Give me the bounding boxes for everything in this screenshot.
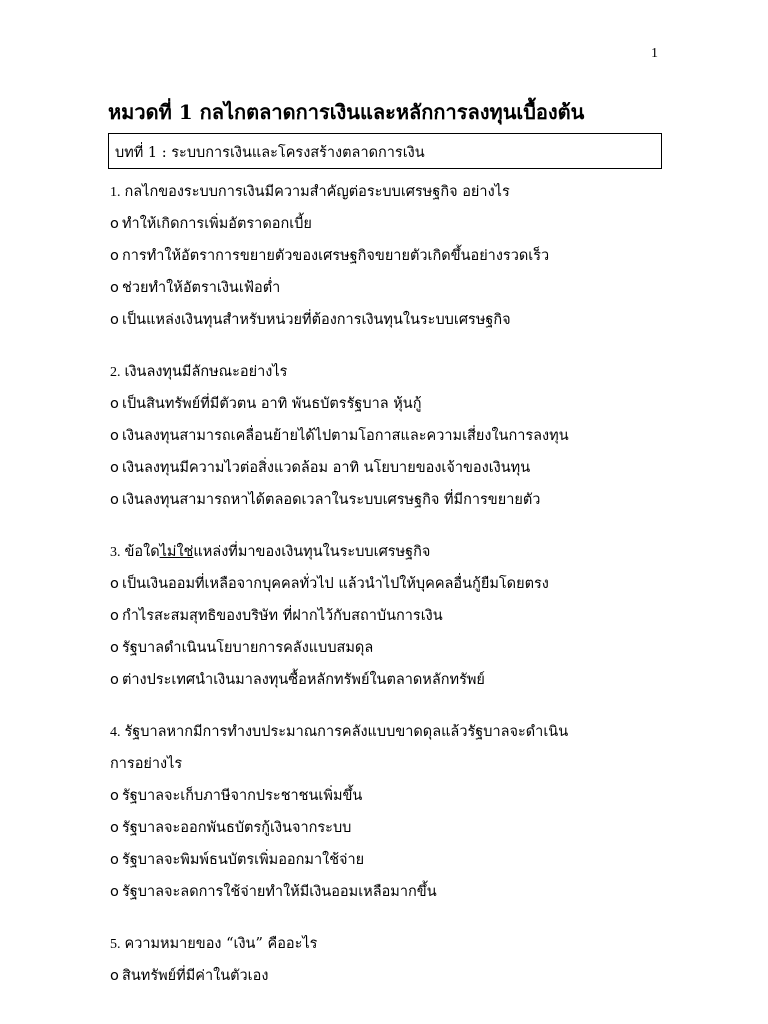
option-text: รัฐบาลจะเก็บภาษีจากประชาชนเพิ่มขึ้น (122, 788, 363, 804)
radio-circle-icon: o (110, 248, 119, 264)
question-number: 2. (110, 365, 121, 380)
option-text: สินทรัพย์ที่มีค่าในตัวเอง (122, 968, 269, 984)
option-text: ทำให้เกิดการเพิ่มอัตราดอกเบี้ย (122, 216, 312, 232)
question-4-option-3[interactable] (110, 844, 670, 876)
question-1-option-4[interactable] (110, 304, 670, 336)
radio-circle-icon: o (110, 852, 119, 868)
option-text: เป็นสินทรัพย์ที่มีตัวตน อาทิ พันธบัตรรัฐบาล หุ้นกู้ (122, 396, 422, 412)
question-number: 3. (110, 545, 121, 560)
question-2 (110, 356, 670, 516)
radio-circle-icon: o (110, 216, 119, 232)
option-text: เงินลงทุนมีความไวต่อสิ่งแวดล้อม อาทิ นโยบายของเจ้าของเงินทุน (122, 460, 531, 476)
question-text: แหล่งที่มาของเงินทุนในระบบเศรษฐกิจ (193, 544, 431, 560)
option-text: รัฐบาลจะออกพันธบัตรกู้เงินจากระบบ (122, 820, 352, 836)
question-3-stem (110, 536, 670, 568)
option-text: เป็นแหล่งเงินทุนสำหรับหน่วยที่ต้องการเงินทุนในระบบเศรษฐกิจ (122, 312, 511, 328)
question-1-stem (110, 176, 670, 208)
radio-circle-icon: o (110, 312, 119, 328)
page-number: 1 (651, 46, 658, 61)
radio-circle-icon: o (110, 788, 119, 804)
question-4-stem-continued (110, 748, 670, 780)
radio-circle-icon: o (110, 576, 119, 592)
question-number: 5. (110, 937, 121, 952)
radio-circle-icon: o (110, 396, 119, 412)
radio-circle-icon: o (110, 492, 119, 508)
option-text: กำไรสะสมสุทธิของบริษัท ที่ฝากไว้กับสถาบันการเงิน (122, 608, 443, 624)
question-text-emphasis: ไม่ใช่ (159, 544, 194, 560)
option-text: เป็นเงินออมที่เหลือจากบุคคลทั่วไป แล้วนำไปให้บุคคลอื่นกู้ยืมโดยตรง (122, 576, 549, 592)
question-3-option-4[interactable] (110, 664, 670, 696)
radio-circle-icon: o (110, 968, 119, 984)
option-text: ต่างประเทศนำเงินมาลงทุนซื้อหลักทรัพย์ในตลาดหลักทรัพย์ (122, 672, 485, 688)
question-number: 4. (110, 725, 121, 740)
radio-circle-icon: o (110, 640, 119, 656)
question-2-option-1[interactable] (110, 388, 670, 420)
option-text: เงินลงทุนสามารถหาได้ตลอดเวลาในระบบเศรษฐกิจ ที่มีการขยายตัว (122, 492, 541, 508)
question-1-option-3[interactable] (110, 272, 670, 304)
option-text: รัฐบาลดำเนินนโยบายการคลังแบบสมดุล (122, 640, 374, 656)
radio-circle-icon: o (110, 820, 119, 836)
question-list (110, 176, 670, 1012)
question-4-option-1[interactable] (110, 780, 670, 812)
question-4 (110, 716, 670, 908)
radio-circle-icon: o (110, 460, 119, 476)
question-4-option-4[interactable] (110, 876, 670, 908)
question-1-option-2[interactable] (110, 240, 670, 272)
question-text: ข้อใด (124, 544, 160, 560)
radio-circle-icon: o (110, 672, 119, 688)
option-text: การทำให้อัตราการขยายตัวของเศรษฐกิจขยายตัวเกิดขึ้นอย่างรวดเร็ว (122, 248, 550, 264)
radio-circle-icon: o (110, 428, 119, 444)
question-text: การอย่างไร (110, 756, 183, 772)
question-2-option-4[interactable] (110, 484, 670, 516)
question-2-option-3[interactable] (110, 452, 670, 484)
question-4-stem (110, 716, 670, 748)
question-5 (110, 928, 670, 992)
radio-circle-icon: o (110, 884, 119, 900)
option-text: เงินลงทุนสามารถเคลื่อนย้ายได้ไปตามโอกาสและความเสี่ยงในการลงทุน (122, 428, 569, 444)
option-text: ช่วยทำให้อัตราเงินเฟ้อต่ำ (122, 280, 281, 296)
question-2-option-2[interactable] (110, 420, 670, 452)
option-text: รัฐบาลจะลดการใช้จ่ายทำให้มีเงินออมเหลือมากขึ้น (122, 884, 437, 900)
radio-circle-icon: o (110, 280, 119, 296)
radio-circle-icon: o (110, 608, 119, 624)
question-text: เงินลงทุนมีลักษณะอย่างไร (124, 364, 288, 380)
question-number: 1. (110, 185, 121, 200)
question-5-stem (110, 928, 670, 960)
question-4-option-2[interactable] (110, 812, 670, 844)
question-text: รัฐบาลหากมีการทำงบประมาณการคลังแบบขาดดุลแล้วรัฐบาลจะดำเนิน (124, 724, 569, 740)
lesson-title: บทที่ 1 : ระบบการเงินและโครงสร้างตลาดการเงิน (115, 145, 425, 161)
question-3-option-1[interactable] (110, 568, 670, 600)
lesson-title-box (108, 133, 662, 169)
question-3-option-3[interactable] (110, 632, 670, 664)
question-3 (110, 536, 670, 696)
question-1 (110, 176, 670, 336)
chapter-title: หมวดที่ 1 กลไกตลาดการเงินและหลักการลงทุนเบื้องต้น (108, 100, 585, 124)
option-text: รัฐบาลจะพิมพ์ธนบัตรเพิ่มออกมาใช้จ่าย (122, 852, 365, 868)
question-1-option-1[interactable] (110, 208, 670, 240)
question-3-option-2[interactable] (110, 600, 670, 632)
question-text: ความหมายของ “เงิน” คืออะไร (124, 936, 318, 952)
question-text: กลไกของระบบการเงินมีความสำคัญต่อระบบเศรษฐกิจ อย่างไร (124, 184, 510, 200)
question-5-option-1[interactable] (110, 960, 670, 992)
question-2-stem (110, 356, 670, 388)
